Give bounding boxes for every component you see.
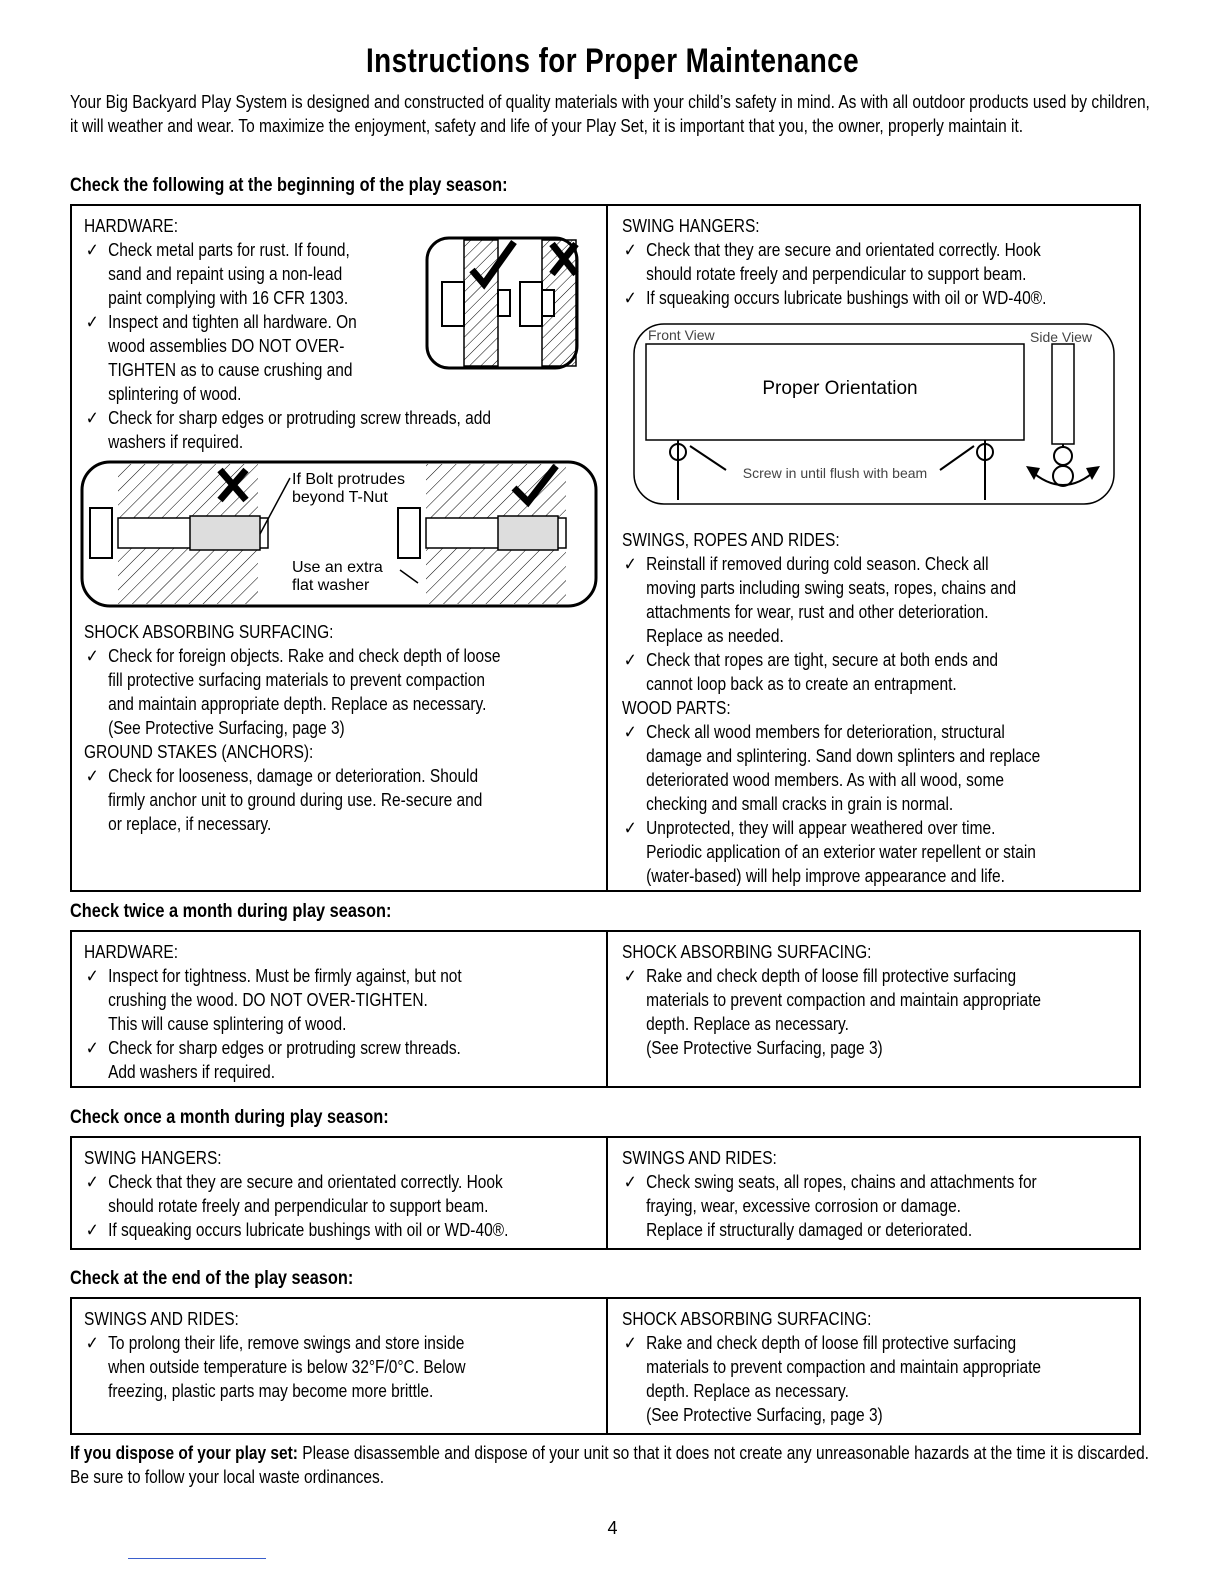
checklist-line: splintering of wood. — [108, 384, 242, 404]
once-month-box — [70, 1136, 1141, 1250]
checkmark-icon: ✓ — [85, 408, 99, 428]
once-month-right — [608, 1138, 1139, 1248]
checklist-line: Replace if structurally damaged or deteriorated. — [646, 1220, 973, 1240]
checklist-line: Replace as needed. — [646, 626, 784, 646]
checklist-line: attachments for wear, rust and other deterioration. — [646, 602, 989, 622]
checklist-line: (See Protective Surfacing, page 3) — [646, 1038, 883, 1058]
subsection-title: HARDWARE: — [84, 942, 179, 962]
checklist-line: fraying, wear, excessive corrosion or damage. — [646, 1196, 961, 1216]
surfacing-block — [84, 620, 500, 836]
checklist-line: or replace, if necessary. — [108, 814, 272, 834]
checklist-line: wood assemblies DO NOT OVER- — [108, 336, 345, 356]
checklist-line: Reinstall if removed during cold season. Check all — [646, 554, 989, 574]
checklist-line: (See Protective Surfacing, page 3) — [646, 1405, 883, 1425]
checklist-item — [84, 1036, 462, 1084]
checklist-line: depth. Replace as necessary. — [646, 1381, 849, 1401]
checklist-line: Check for sharp edges or protruding screw threads. — [108, 1038, 461, 1058]
intro-paragraph: Your Big Backyard Play System is designed and constructed of quality materials with your child’s safety in mind. As with all outdoor products used by children, it will weather and wear. To maximize the enjoyment, safety and life of your Play Set, it is important that you, the owner, properly maintain it. — [70, 92, 1150, 136]
checklist-line: (water-based) will help improve appearance and life. — [646, 866, 1005, 886]
season-begin-box — [70, 204, 1141, 892]
checkmark-icon: ✓ — [623, 240, 637, 260]
checklist-line: Rake and check depth of loose fill protective surfacing — [646, 966, 1017, 986]
checklist-item — [622, 1170, 1037, 1242]
dispose-label: If you dispose of your play set: — [70, 1443, 298, 1463]
checkmark-icon: ✓ — [85, 1220, 99, 1240]
checklist-line: Check all wood members for deterioration, structural — [646, 722, 1005, 742]
checklist-item — [84, 406, 491, 454]
checklist-line: (See Protective Surfacing, page 3) — [108, 718, 345, 738]
checklist-line: Inspect and tighten all hardware. On — [108, 312, 357, 332]
subsection-title: SWING HANGERS: — [84, 1148, 222, 1168]
page-number: 4 — [607, 1518, 618, 1538]
subsection-title: SWINGS AND RIDES: — [84, 1309, 239, 1329]
once-month-left — [72, 1138, 608, 1248]
subsection-title: GROUND STAKES (ANCHORS): — [84, 742, 314, 762]
checklist-line: materials to prevent compaction and maintain appropriate — [646, 1357, 1042, 1377]
season-begin-left — [72, 206, 608, 890]
checkmark-icon: ✓ — [623, 288, 637, 308]
checklist-line: fill protective surfacing materials to prevent compaction — [108, 670, 485, 690]
season-end-right — [608, 1299, 1139, 1433]
season-begin-right — [608, 206, 1139, 890]
checklist-line: TIGHTEN as to cause crushing and — [108, 360, 353, 380]
checklist-item — [84, 964, 462, 1036]
dispose-text: Please disassemble and dispose of your unit so that it does not create any unreasonable hazards at the time it is discarded. Be sure to follow your local waste ordinances. — [70, 1443, 1149, 1487]
season-end-heading: Check at the end of the play season: — [70, 1268, 354, 1289]
checklist-line: firmly anchor unit to ground during use. Re-secure and — [108, 790, 483, 810]
twice-month-heading: Check twice a month during play season: — [70, 901, 392, 922]
season-begin-heading: Check the following at the beginning of the play season: — [70, 175, 508, 196]
checklist-line: deteriorated wood members. As with all wood, some — [646, 770, 1005, 790]
front-view-label: Front View — [648, 327, 715, 343]
checkmark-icon: ✓ — [85, 1038, 99, 1058]
checklist-item — [622, 648, 1040, 696]
checklist-line: Unprotected, they will appear weathered over time. — [646, 818, 996, 838]
subsection-title: SWING HANGERS: — [622, 216, 760, 236]
checklist-item — [84, 1331, 466, 1403]
checklist-item — [622, 1331, 1041, 1427]
checkmark-icon: ✓ — [623, 818, 637, 838]
bolt-check-diagram — [424, 230, 584, 380]
checklist-item — [84, 644, 500, 740]
hanger-orientation-diagram — [630, 320, 1120, 510]
side-view-label: Side View — [1030, 329, 1093, 345]
checklist-line: Rake and check depth of loose fill protective surfacing — [646, 1333, 1017, 1353]
checklist-line: Check metal parts for rust. If found, — [108, 240, 350, 260]
season-end-left-block — [84, 1307, 466, 1403]
checklist-line: materials to prevent compaction and maintain appropriate — [646, 990, 1042, 1010]
checkmark-icon: ✓ — [623, 1172, 637, 1192]
subsection-title: SWINGS, ROPES AND RIDES: — [622, 530, 840, 550]
season-end-right-block — [622, 1307, 1041, 1427]
checklist-line: Check that they are secure and orientated correctly. Hook — [646, 240, 1041, 260]
washer-label-2: flat washer — [292, 577, 370, 594]
checklist-line: and maintain appropriate depth. Replace as necessary. — [108, 694, 487, 714]
subsection-title: HARDWARE: — [84, 216, 179, 236]
checkmark-icon: ✓ — [623, 1333, 637, 1353]
page-title: Instructions for Proper Maintenance — [365, 42, 860, 80]
washer-label-1: Use an extra — [292, 559, 383, 576]
swings-wood-block — [622, 528, 1040, 888]
tnut-diagram — [80, 458, 600, 608]
checklist-line: To prolong their life, remove swings and store inside — [108, 1333, 465, 1353]
once-month-left-block — [84, 1146, 508, 1242]
checklist-line: If squeaking occurs lubricate bushings with oil or WD-40®. — [646, 288, 1047, 308]
checklist-item — [84, 1170, 508, 1218]
checklist-line: crushing the wood. DO NOT OVER-TIGHTEN. — [108, 990, 428, 1010]
checklist-line: Check swing seats, all ropes, chains and attachments for — [646, 1172, 1037, 1192]
checklist-line: depth. Replace as necessary. — [646, 1014, 849, 1034]
twice-month-box — [70, 930, 1141, 1088]
subsection-title: WOOD PARTS: — [622, 698, 731, 718]
checklist-item — [622, 720, 1040, 816]
once-month-right-block — [622, 1146, 1037, 1242]
twice-month-right-block — [622, 940, 1041, 1060]
bolt-protrudes-label-1: If Bolt protrudes — [292, 471, 405, 488]
checklist-item — [84, 764, 500, 836]
twice-month-left-block — [84, 940, 462, 1084]
link-underline — [128, 1558, 266, 1559]
checklist-line: damage and splintering. Sand down splinters and replace — [646, 746, 1041, 766]
checklist-line: checking and small cracks in grain is normal. — [646, 794, 954, 814]
checklist-line: when outside temperature is below 32°F/0°C. Below — [108, 1357, 466, 1377]
checklist-item — [622, 238, 1046, 286]
proper-orientation-label: Proper Orientation — [762, 378, 918, 399]
checklist-line: sand and repaint using a non-lead — [108, 264, 343, 284]
twice-month-right — [608, 932, 1139, 1086]
checkmark-icon: ✓ — [85, 646, 99, 666]
checkmark-icon: ✓ — [85, 1172, 99, 1192]
checkmark-icon: ✓ — [85, 312, 99, 332]
season-end-left — [72, 1299, 608, 1433]
checklist-line: cannot loop back as to create an entrapment. — [646, 674, 957, 694]
checklist-line: Periodic application of an exterior water repellent or stain — [646, 842, 1036, 862]
checkmark-icon: ✓ — [623, 554, 637, 574]
checklist-line: This will cause splintering of wood. — [108, 1014, 347, 1034]
checklist-line: Check for sharp edges or protruding screw threads, add — [108, 408, 491, 428]
checklist-line: Check that they are secure and orientated correctly. Hook — [108, 1172, 503, 1192]
subsection-title: SHOCK ABSORBING SURFACING: — [84, 622, 334, 642]
checkmark-icon: ✓ — [85, 240, 99, 260]
once-month-heading: Check once a month during play season: — [70, 1107, 389, 1128]
checklist-item — [84, 1218, 508, 1242]
checkmark-icon: ✓ — [85, 966, 99, 986]
checklist-line: should rotate freely and perpendicular to support beam. — [108, 1196, 489, 1216]
checkmark-icon: ✓ — [623, 966, 637, 986]
season-end-box — [70, 1297, 1141, 1435]
dispose-note — [70, 1441, 1155, 1489]
checklist-line: Check for looseness, damage or deterioration. Should — [108, 766, 479, 786]
checkmark-icon: ✓ — [623, 722, 637, 742]
checklist-line: Add washers if required. — [108, 1062, 276, 1082]
checklist-item — [622, 552, 1040, 648]
checklist-line: Check that ropes are tight, secure at both ends and — [646, 650, 999, 670]
checklist-item — [622, 816, 1040, 888]
hangers-block — [622, 214, 1046, 310]
bolt-protrudes-label-2: beyond T-Nut — [292, 489, 388, 506]
subsection-title: SWINGS AND RIDES: — [622, 1148, 777, 1168]
subsection-title: SHOCK ABSORBING SURFACING: — [622, 942, 872, 962]
checklist-line: paint complying with 16 CFR 1303. — [108, 288, 349, 308]
checklist-line: If squeaking occurs lubricate bushings with oil or WD-40®. — [108, 1220, 509, 1240]
checklist-item — [622, 286, 1046, 310]
checklist-line: moving parts including swing seats, ropes, chains and — [646, 578, 1017, 598]
checkmark-icon: ✓ — [623, 650, 637, 670]
subsection-title: SHOCK ABSORBING SURFACING: — [622, 1309, 872, 1329]
checklist-item — [622, 964, 1041, 1060]
checklist-line: washers if required. — [108, 432, 244, 452]
checklist-line: Inspect for tightness. Must be firmly against, but not — [108, 966, 462, 986]
screw-note-label: Screw in until flush with beam — [742, 465, 928, 481]
checklist-line: should rotate freely and perpendicular to support beam. — [646, 264, 1027, 284]
twice-month-left — [72, 932, 608, 1086]
checkmark-icon: ✓ — [85, 766, 99, 786]
checklist-line: Check for foreign objects. Rake and check depth of loose — [108, 646, 501, 666]
checkmark-icon: ✓ — [85, 1333, 99, 1353]
checklist-line: freezing, plastic parts may become more brittle. — [108, 1381, 434, 1401]
